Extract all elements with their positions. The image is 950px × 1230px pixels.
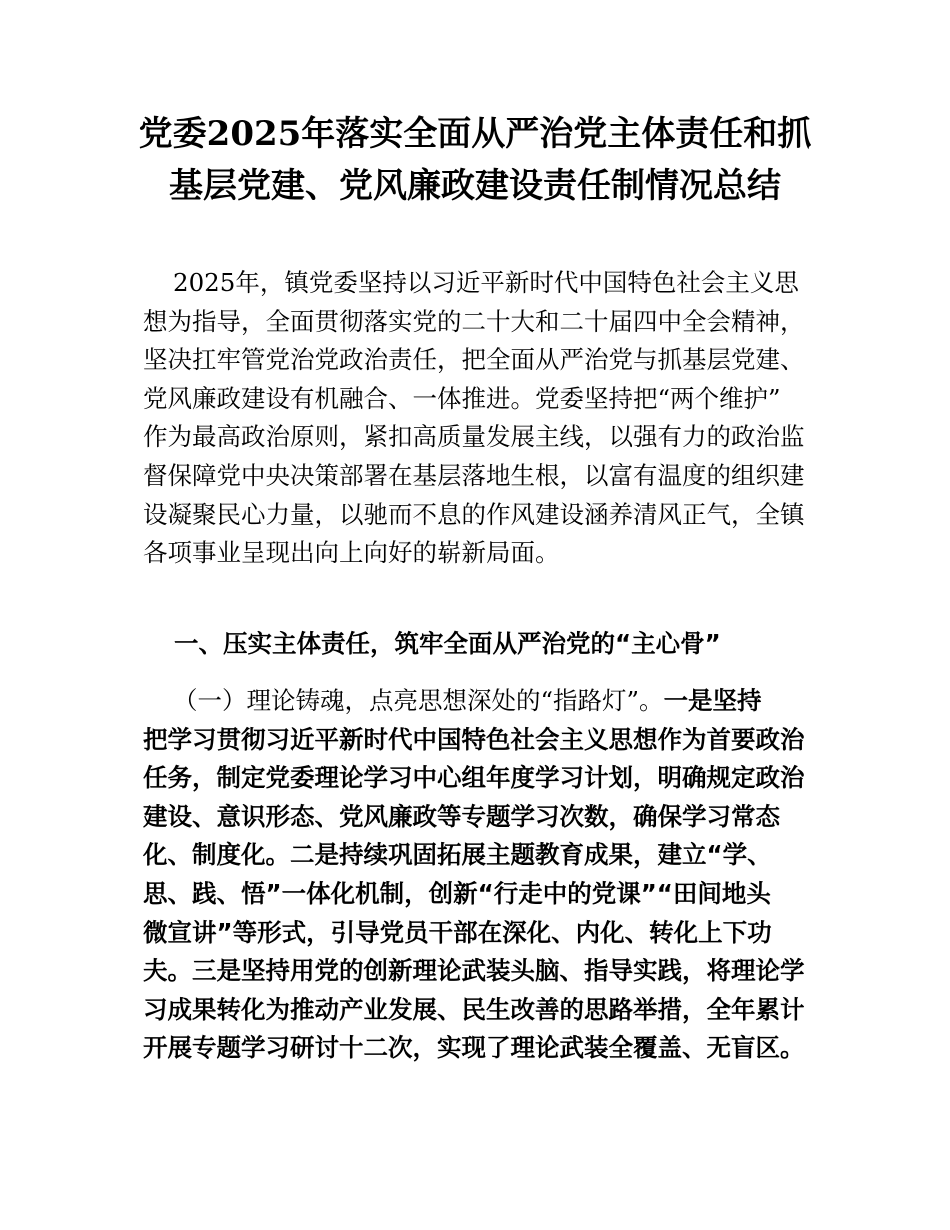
intro-line: 党风廉政建设有机融合、一体推进。党委坚持把“两个维护” (143, 383, 781, 413)
subsection-line: 建设、意识形态、党风廉政等专题学习次数，确保学习常态 (143, 801, 780, 831)
subsection-line: 化、制度化。二是持续巩固拓展主题教育成果，建立“学、 (143, 840, 772, 870)
intro-line: 督保障党中央决策部署在基层落地生根，以富有温度的组织建 (143, 460, 805, 490)
subsection-line: 开展专题学习研讨十二次，实现了理论武装全覆盖、无盲区。 (143, 1033, 805, 1063)
intro-line: 坚决扛牢管党治党政治责任，把全面从严治党与抓基层党建、 (143, 345, 805, 375)
subsection-label: （一）理论铸魂，点亮思想深处的“指路灯”。 (173, 686, 664, 715)
intro-line: 各项事业呈现出向上向好的崭新局面。 (143, 538, 560, 568)
intro-paragraph (143, 264, 815, 573)
subsection-line: 习成果转化为推动产业发展、民生改善的思路举措，全年累计 (143, 994, 805, 1024)
subsection-lead: 一是坚持 (663, 686, 762, 715)
intro-line: 作为最高政治原则，紧扣高质量发展主线，以强有力的政治监 (143, 422, 805, 452)
subsection-line: 思、践、悟”一体化机制，创新“行走中的党课”“田间地头 (143, 878, 771, 908)
subsection-line: 任务，制定党委理论学习中心组年度学习计划，明确规定政治 (143, 763, 805, 793)
document-title (120, 108, 830, 212)
section-heading: 一、压实主体责任，筑牢全面从严治党的“主心骨” (174, 629, 721, 658)
subsection-line: 微宣讲”等形式，引导党员干部在深化、内化、转化上下功 (143, 917, 772, 947)
title-line-2: 基层党建、党风廉政建设责任制情况总结 (169, 166, 781, 206)
subsection-line: 把学习贯彻习近平新时代中国特色社会主义思想作为首要政治 (143, 724, 805, 754)
subsection-paragraph (143, 682, 815, 1068)
intro-line: 设凝聚民心力量，以驰而不息的作风建设涵养清风正气，全镇 (143, 499, 805, 529)
intro-line: 2025年，镇党委坚持以习近平新时代中国特色社会主义思 (173, 268, 799, 297)
title-line-1: 党委2025年落实全面从严治党主体责任和抓 (138, 114, 812, 154)
subsection-first-line (143, 682, 815, 721)
intro-line: 想为指导，全面贯彻落实党的二十大和二十届四中全会精神， (143, 306, 805, 336)
subsection-line: 夫。三是坚持用党的创新理论武装头脑、指导实践，将理论学 (143, 956, 805, 986)
